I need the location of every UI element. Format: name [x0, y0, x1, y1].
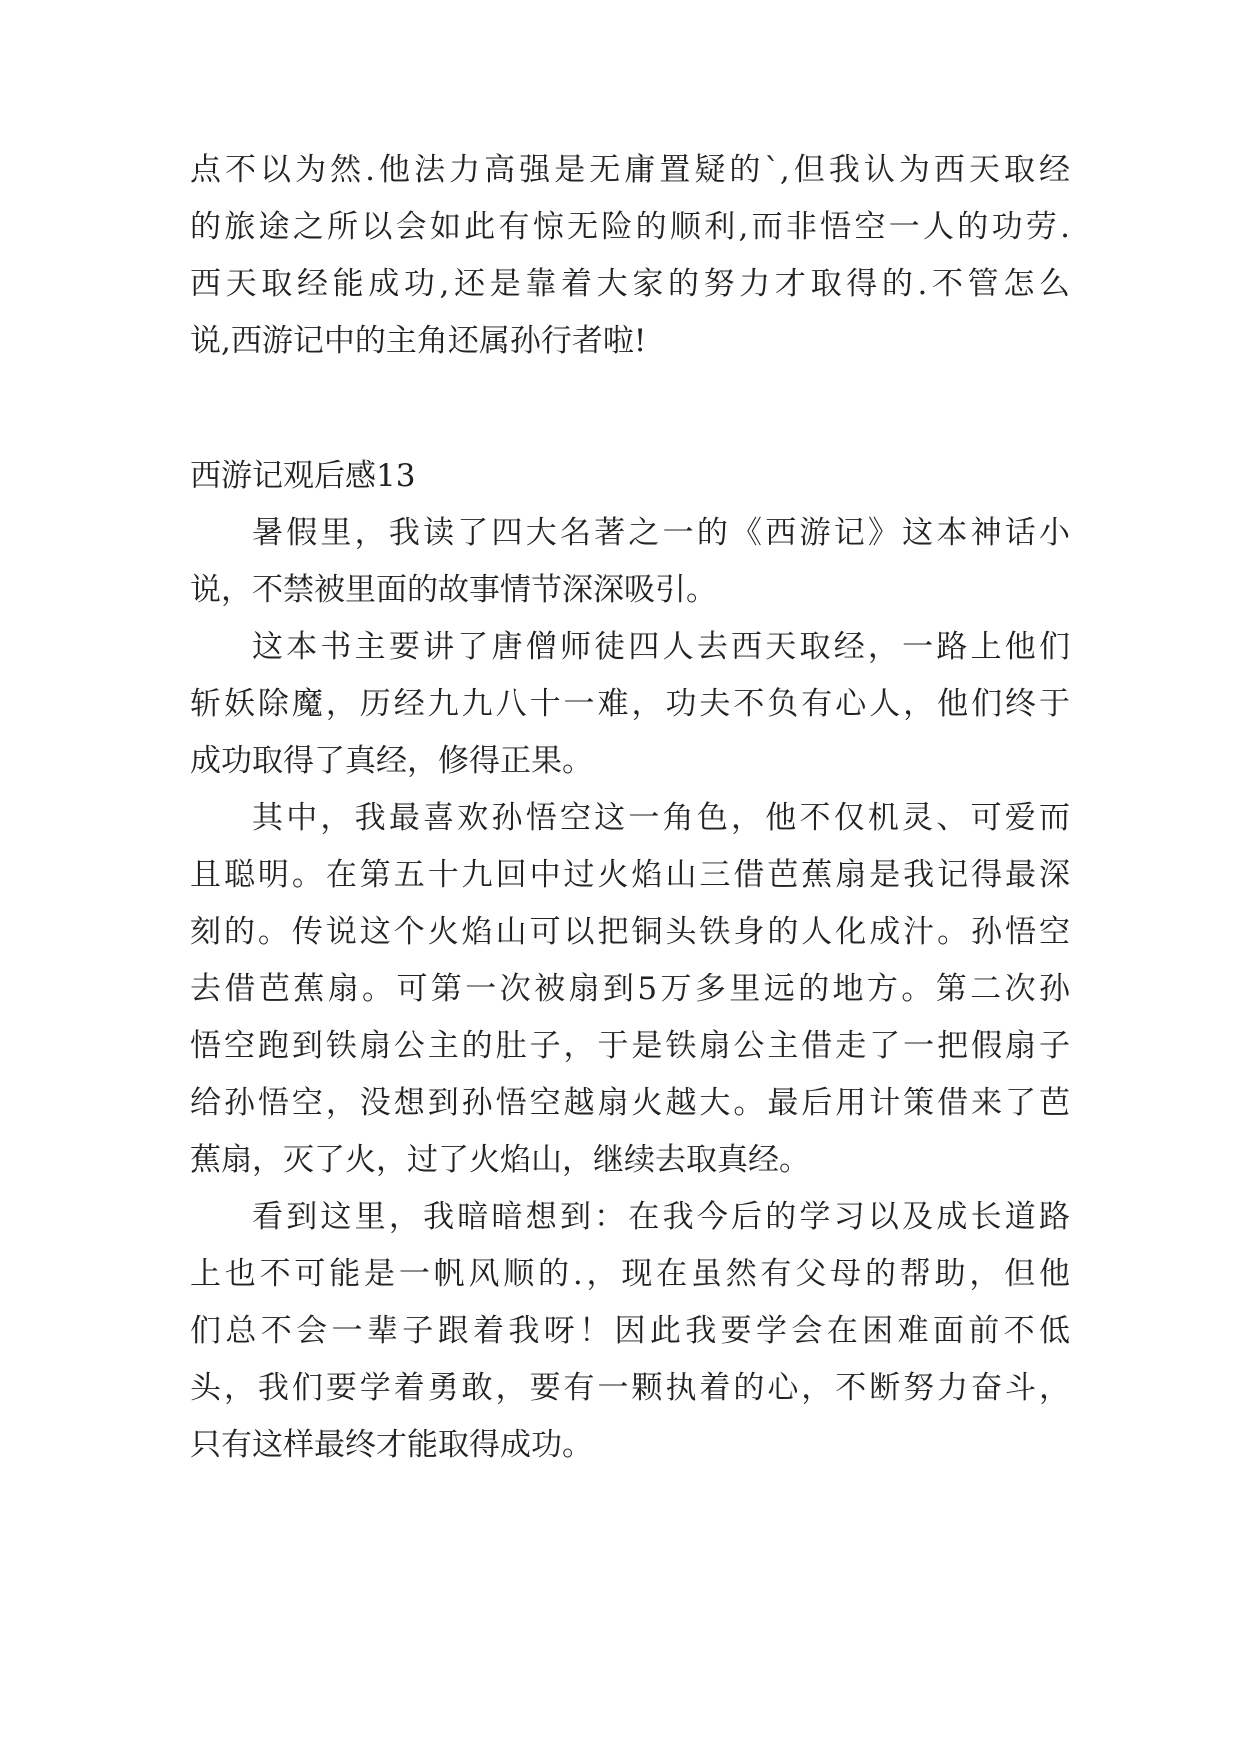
- paragraph-line: 们总不会一辈子跟着我呀！因此我要学会在困难面前不低: [190, 1313, 1070, 1349]
- text-line: 的旅途之所以会如此有惊无险的顺利,而非悟空一人的功劳.: [190, 209, 1070, 245]
- paragraph-line: 斩妖除魔，历经九九八十一难，功夫不负有心人，他们终于: [190, 686, 1070, 722]
- paragraph-line: 成功取得了真经，修得正果。: [190, 743, 593, 779]
- text-line: 说,西游记中的主角还属孙行者啦!: [190, 323, 647, 359]
- paragraph-line: 蕉扇，灭了火，过了火焰山，继续去取真经。: [190, 1142, 810, 1178]
- paragraph-line: 且聪明。在第五十九回中过火焰山三借芭蕉扇是我记得最深: [190, 857, 1070, 893]
- paragraph-line: 这本书主要讲了唐僧师徒四人去西天取经，一路上他们: [252, 629, 1070, 665]
- essay-title: 西游记观后感13: [190, 458, 416, 494]
- paragraph-line: 头，我们要学着勇敢，要有一颗执着的心，不断努力奋斗，: [190, 1370, 1070, 1406]
- paragraph-line: 悟空跑到铁扇公主的肚子，于是铁扇公主借走了一把假扇子: [190, 1028, 1070, 1064]
- paragraph-line: 看到这里，我暗暗想到：在我今后的学习以及成长道路: [252, 1199, 1070, 1235]
- paragraph-line: 暑假里，我读了四大名著之一的《西游记》这本神话小: [252, 515, 1070, 551]
- paragraph-line: 上也不可能是一帆风顺的.，现在虽然有父母的帮助，但他: [190, 1256, 1070, 1292]
- paragraph-line: 给孙悟空，没想到孙悟空越扇火越大。最后用计策借来了芭: [190, 1085, 1070, 1121]
- paragraph-line: 去借芭蕉扇。可第一次被扇到5万多里远的地方。第二次孙: [190, 971, 1070, 1007]
- paragraph-line: 说，不禁被里面的故事情节深深吸引。: [190, 572, 717, 608]
- text-line: 点不以为然.他法力高强是无庸置疑的`,但我认为西天取经: [190, 152, 1070, 188]
- paragraph-line: 其中，我最喜欢孙悟空这一角色，他不仅机灵、可爱而: [252, 800, 1070, 836]
- paragraph-line: 只有这样最终才能取得成功。: [190, 1427, 593, 1463]
- text-line: 西天取经能成功,还是靠着大家的努力才取得的.不管怎么: [190, 266, 1070, 302]
- paragraph-line: 刻的。传说这个火焰山可以把铜头铁身的人化成汁。孙悟空: [190, 914, 1070, 950]
